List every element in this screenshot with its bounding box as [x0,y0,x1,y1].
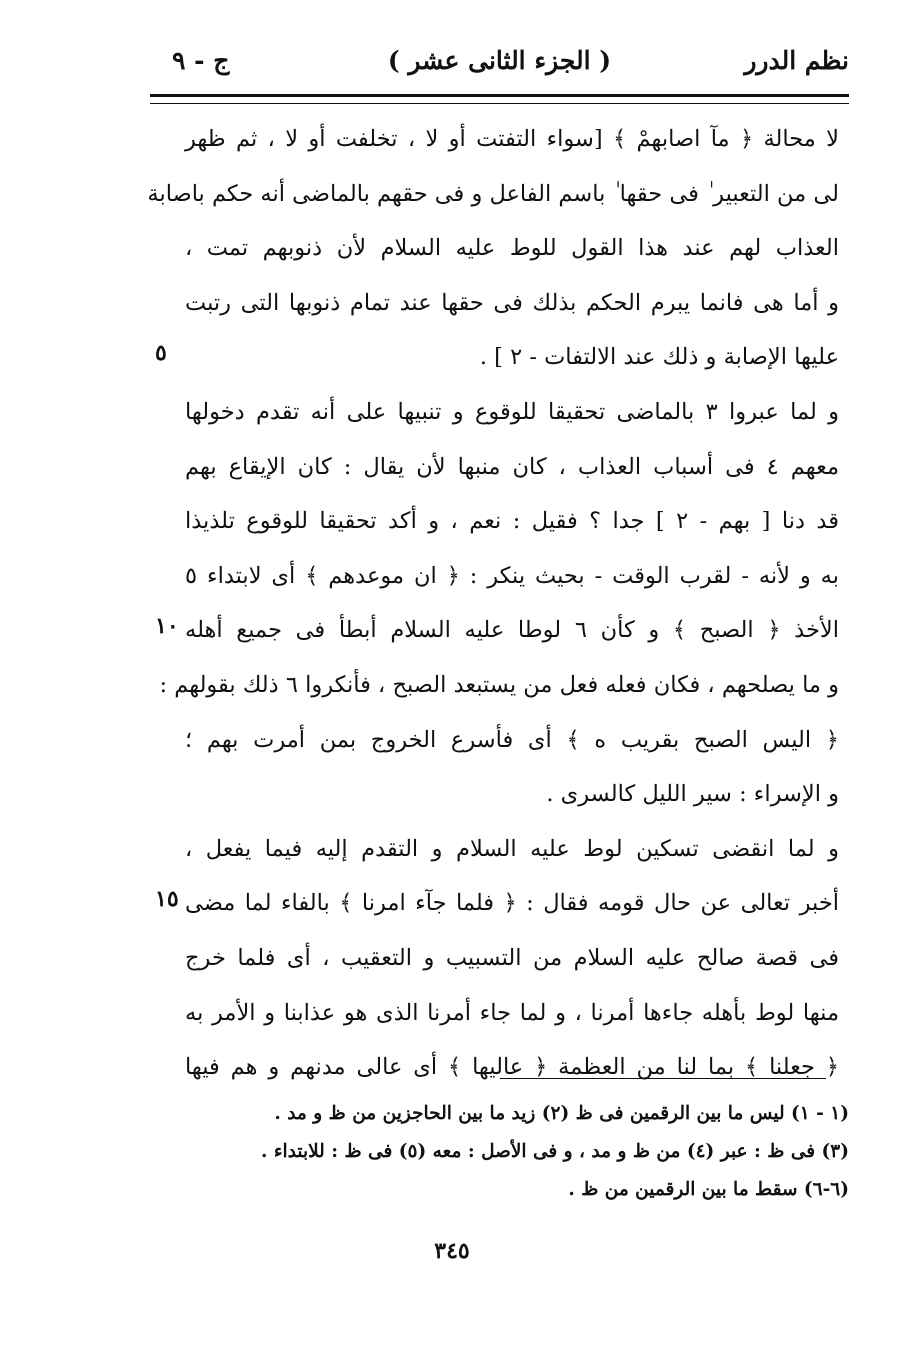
text-line: و لما عبروا ٣ بالماضى تحقيقا للوقوع و تنبيها على أنه تقدم دخولها [185,398,840,425]
text-line: لا محالة ﴿ مآ اصابهمْ ﴾ [سواء التفتت أو لا ، تخلفت أو لا ، ثم ظهر [185,126,839,152]
volume-label: ( الجزء الثانى عشر ) [387,46,612,75]
text-line: ﴿ اليس الصبح بقريب ه ﴾ أى فأسرع الخروج بمن أمرت بهم ؛ [185,726,839,753]
text-line: قد دنا [ بهم - ٢ ] جدا ؟ فقيل : نعم ، و أكد تحقيقا للوقوع تلذيذا [185,508,839,535]
text-line: و الإسراء : سير الليل كالسرى . [546,781,839,808]
footnote-rule [500,1078,826,1079]
footnote-line: (١ - ١) ليس ما بين الرقمين فى ظ (٢) زيد ما بين الحاجزين من ظ و مد . [274,1103,849,1124]
text-line: به و لأنه - لقرب الوقت - بحيث ينكر : ﴿ ان موعدهم ﴾ أى لابتداء ٥ [185,562,839,589]
page-number: ٣٤٥ [434,1238,470,1264]
text-line: الأخذ ﴿ الصبح ﴾ و كأن ٦ لوطا عليه السلام أبطأ فى جميع أهله [185,617,839,644]
text-line: فى قصة صالح عليه السلام من التسبيب و التعقيب ، أى فلما خرج [185,944,839,971]
text-line: العذاب لهم عند هذا القول للوط عليه السلام لأن ذنوبهم تمت ، [185,235,839,262]
running-header [150,40,849,86]
text-line: ﴿ جعلنا ﴾ بما لنا من العظمة ﴿ عاليها ﴾ أى عالى مدنهم و هم فيها [185,1054,839,1081]
header-rule [150,94,849,104]
text-line: لى من التعبير ٰ فى حقها ٰ باسم الفاعل و فى حقهم بالماضى أنه حكم باصابة [147,180,839,207]
text-line: و ما يصلحهم ، فكان فعله فعل من يستبعد الصبح ، فأنكروا ٦ ذلك بقولهم : [159,671,839,698]
text-line: و أما هى فانما يبرم الحكم بذلك فى حقها عند تمام ذنوبها التى رتبت [185,289,839,316]
line-number-10: ١٠ [155,613,179,639]
book-title: نظم الدرر [744,46,849,75]
line-number-15: ١٥ [155,886,179,912]
text-line: منها لوط بأهله جاءها أمرنا ، و لما جاء أمرنا الذى هو عذابنا و الأمر به [185,999,839,1026]
text-line: و لما انقضى تسكين لوط عليه السلام و التقدم إليه فيما يفعل ، [185,835,839,862]
footnote-line: (٣) فى ظ : عبر (٤) من ظ و مد ، و فى الأصل : معه (٥) فى ظ : للابتداء . [260,1141,849,1162]
chapter-label: ج - ٩ [172,46,230,75]
footnotes [160,1095,849,1209]
text-line: عليها الإصابة و ذلك عند الالتفات - ٢ ] . [479,344,839,371]
text-line: أخبر تعالى عن حال قومه فقال : ﴿ فلما جآء امرنا ﴾ بالفاء لما مضى [185,890,839,917]
footnote-line: (٦-٦) سقط ما بين الرقمين من ظ . [568,1179,849,1200]
line-number-5: ٥ [155,340,167,366]
text-line: معهم ٤ فى أسباب العذاب ، كان منبها لأن يقال : كان الإيقاع بهم [185,453,840,480]
